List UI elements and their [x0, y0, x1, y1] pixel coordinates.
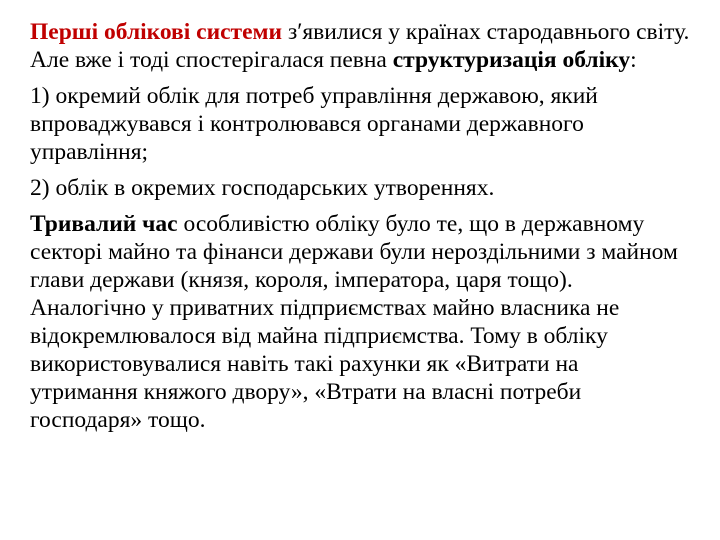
text-run: : [630, 47, 637, 73]
text-run: 1) окремий облік для потреб управління державою, який впроваджувався і контролювався органами державного управління; [30, 83, 598, 165]
text-run: 2) облік в окремих господарських утвореннях. [30, 175, 495, 201]
text-run: особливістю обліку було те, що в державному секторі майно та фінанси держави були нероздільними з майном глави держави (князя, короля, імператора, царя тощо). Аналогічно у приватних підприємствах майно власника не відокремлювалося від майна підприємства. Тому в обліку використовувалися навіть такі рахунки як «Витрати на утримання княжого двору», «Втрати на власні потреби господаря» тощо. [30, 211, 678, 433]
paragraph-long-time [30, 210, 690, 434]
list-item-2 [30, 174, 690, 202]
highlight-long-time: Тривалий час [30, 211, 178, 237]
list-item-1 [30, 82, 690, 166]
paragraph-intro [30, 18, 690, 74]
highlight-first-systems: Перші облікові системи [30, 19, 283, 45]
highlight-structuring: структуризація обліку [392, 47, 631, 73]
text-run: з′явилися у країнах стародавнього світу. Але вже і тоді спостерігалася певна [30, 19, 690, 73]
